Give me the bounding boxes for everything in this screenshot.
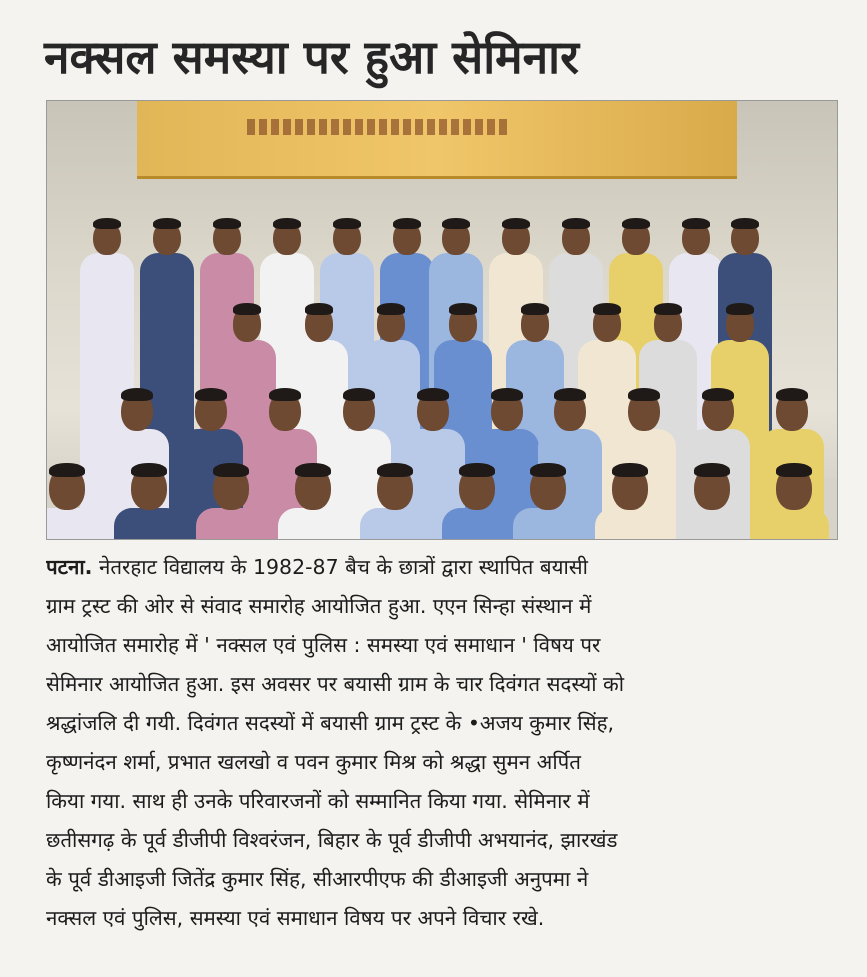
person-body: [513, 508, 583, 540]
person-hair: [121, 388, 153, 401]
group-photo: [46, 100, 838, 540]
article-headline: नक्सल समस्या पर हुआ सेमिनार: [44, 30, 579, 84]
photo-banner: [137, 101, 737, 179]
person-body: [677, 508, 747, 540]
person-hair: [233, 303, 262, 315]
article-line-8: छतीसगढ़ के पूर्व डीजीपी विश्वरंजन, बिहार के पूर्व डीजीपी अभयानंद, झारखंड: [46, 828, 618, 852]
person-body: [442, 508, 512, 540]
person-hair: [305, 303, 334, 315]
article-line-2: ग्राम ट्रस्ट की ओर से संवाद समारोह आयोजित हुआ. एएन सिन्हा संस्थान में: [46, 594, 592, 618]
person-hair: [49, 463, 84, 477]
person-hair: [269, 388, 301, 401]
person-hair: [502, 218, 529, 229]
person-body: [46, 508, 102, 540]
article-line-6: कृष्णनंदन शर्मा, प्रभात खलखो व पवन कुमार मिश्र को श्रद्धा सुमन अर्पित: [46, 750, 581, 774]
article-line-9: के पूर्व डीआइजी जितेंद्र कुमार सिंह, सीआरपीएफ की डीआइजी अनुपमा ने: [46, 867, 589, 891]
person-hair: [131, 463, 166, 477]
person-hair: [442, 218, 469, 229]
person-hair: [393, 218, 420, 229]
person-hair: [213, 463, 248, 477]
person-hair: [562, 218, 589, 229]
person-body: [759, 508, 829, 540]
person-hair: [195, 388, 227, 401]
article-dateline: पटना.: [46, 555, 93, 579]
person-hair: [628, 388, 660, 401]
person-hair: [153, 218, 180, 229]
article-body: [46, 548, 846, 938]
person-body: [114, 508, 184, 540]
person-hair: [731, 218, 758, 229]
banner-lettering: [247, 119, 507, 135]
person-hair: [213, 218, 240, 229]
person-hair: [459, 463, 494, 477]
article-line-1: पटना. नेतरहाट विद्यालय के 1982-87 बैच के छात्रों द्वारा स्थापित बयासी: [46, 555, 588, 579]
person-body: [595, 508, 665, 540]
person-hair: [93, 218, 120, 229]
person-hair: [417, 388, 449, 401]
person-hair: [521, 303, 550, 315]
person-body: [278, 508, 348, 540]
person-hair: [694, 463, 729, 477]
person-hair: [333, 218, 360, 229]
article-line-4: सेमिनार आयोजित हुआ. इस अवसर पर बयासी ग्राम के चार दिवंगत सदस्यों को: [46, 672, 625, 696]
person-hair: [702, 388, 734, 401]
article-line-3: आयोजित समारोह में ' नक्सल एवं पुलिस : समस्या एवं समाधान ' विषय पर: [46, 633, 601, 657]
person-hair: [726, 303, 755, 315]
person-hair: [491, 388, 523, 401]
person-hair: [377, 303, 406, 315]
person-hair: [295, 463, 330, 477]
person-body: [196, 508, 266, 540]
person-hair: [654, 303, 683, 315]
person-hair: [530, 463, 565, 477]
article-line-10: नक्सल एवं पुलिस, समस्या एवं समाधान विषय पर अपने विचार रखे.: [46, 906, 545, 930]
article-line-7: किया गया. साथ ही उनके परिवारजनों को सम्मानित किया गया. सेमिनार में: [46, 789, 590, 813]
person-hair: [682, 218, 709, 229]
person-hair: [377, 463, 412, 477]
person-hair: [343, 388, 375, 401]
person-hair: [449, 303, 478, 315]
person-hair: [273, 218, 300, 229]
person-hair: [554, 388, 586, 401]
person-hair: [776, 463, 811, 477]
article-line-5: श्रद्धांजलि दी गयी. दिवंगत सदस्यों में बयासी ग्राम ट्रस्ट के •अजय कुमार सिंह,: [46, 711, 614, 735]
person-hair: [776, 388, 808, 401]
person-hair: [593, 303, 622, 315]
person-hair: [622, 218, 649, 229]
person-body: [360, 508, 430, 540]
person-hair: [612, 463, 647, 477]
